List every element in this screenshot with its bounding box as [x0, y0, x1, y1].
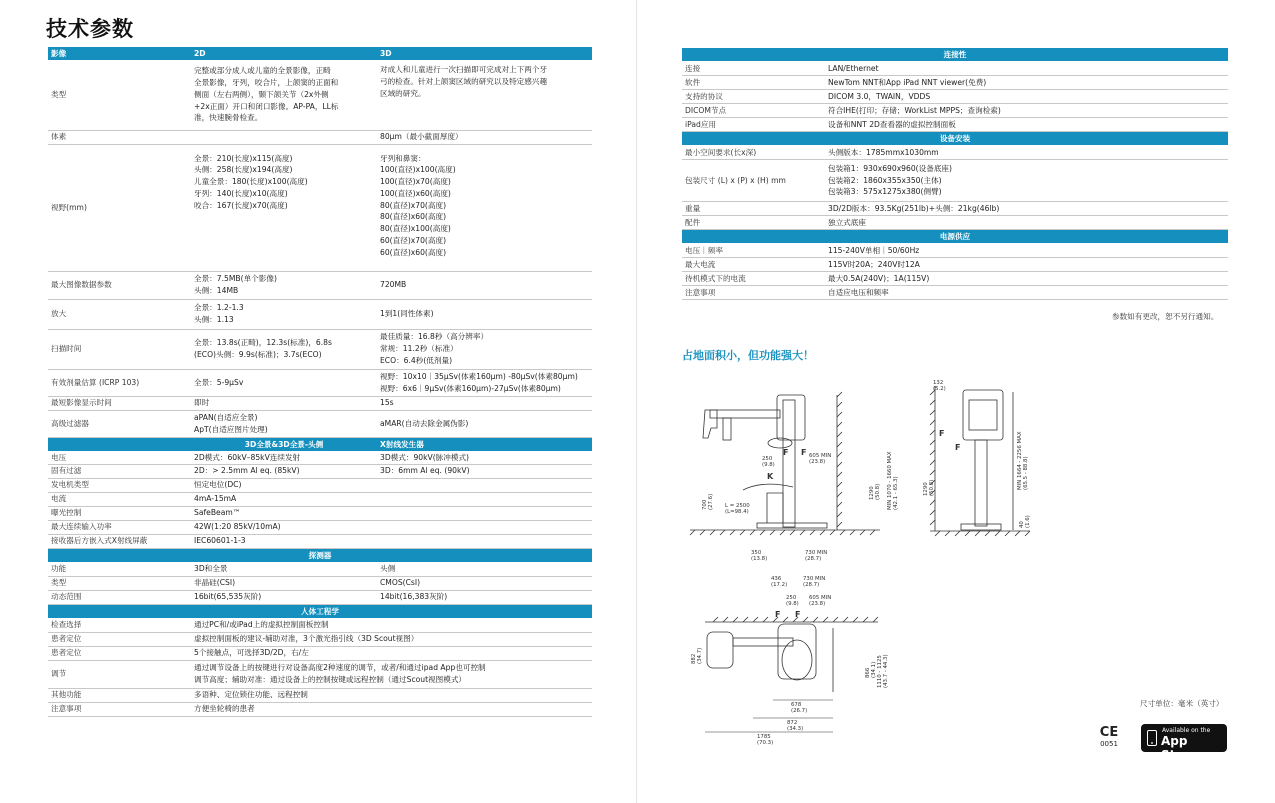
row-value: 自适应电压和频率: [825, 286, 1228, 300]
row-value: 多语种、定位锁住功能、远程控制: [191, 688, 592, 702]
dim-250: 250: [762, 456, 773, 462]
dim-1290-front-in: (50.8): [929, 479, 935, 496]
label-f: F: [801, 448, 807, 457]
table-row: [48, 144, 592, 271]
row-value: 3D/2D版本：93.5Kg(251lb)+头侧：21kg(46lb): [825, 202, 1228, 216]
table-row: [48, 130, 592, 144]
row-value: 115V时20A；240V时12A: [825, 258, 1228, 272]
table-row: [48, 60, 592, 130]
dim-1785-in: (70.3): [757, 740, 774, 746]
row-label: 发电机类型: [48, 478, 191, 492]
row-label: 接收器后方嵌入式X射线屏蔽: [48, 534, 191, 548]
appstore-big-text: App Store: [1161, 734, 1198, 762]
ergonomics-header: [48, 604, 592, 618]
row-label: 电压: [48, 451, 191, 464]
row-value: 设备和NNT 2D查看器的虚拟控制面板: [825, 118, 1228, 132]
dim-605: 605 MIN: [809, 453, 832, 459]
row-value-2d: 完整或部分成人或儿童的全景影像，正畸 全景影像，牙列，咬合片，上颌窦的正面和 侧面（左右两侧），颞下颌关节（2x外侧 +2x正面）开口和闭口影像。AP-PA，LL标 准，快速腕骨检查。: [191, 60, 377, 130]
table-row: [682, 104, 1228, 118]
row-value: 符合IHE(打印；存储；WorkList MPPS；查询检索): [825, 104, 1228, 118]
imaging-header: [48, 47, 592, 60]
row-label: 其他功能: [48, 688, 191, 702]
header-imaging: 影像: [48, 47, 191, 60]
dim-132: 132: [933, 380, 944, 386]
row-label: 配件: [682, 216, 825, 230]
row-value: 通过PC和/或iPad上的虚拟控制面板控制: [191, 618, 592, 632]
row-value: 4mA-15mA: [191, 492, 592, 506]
row-value: 5个接触点，可选择3D/2D，右/左: [191, 646, 592, 660]
row-label: 类型: [48, 60, 191, 130]
row-value-2d: 全景：13.8s(正畸)，12.3s(标准)，6.8s (ECO)头侧：9.9s(标准)；3.7s(ECO): [191, 329, 377, 369]
page-title: 技术参数: [46, 17, 134, 41]
table-row: [48, 646, 592, 660]
generator-header-title: X射线发生器: [377, 437, 592, 451]
table-row: [682, 258, 1228, 272]
table-row: [682, 146, 1228, 160]
dim-min-max-front-in: (65.5 - 88.8): [1023, 456, 1029, 490]
dim-1290-front: 1290: [923, 482, 929, 496]
row-label: 待机模式下的电流: [682, 272, 825, 286]
dim-866: 866: [865, 667, 871, 678]
row-label: iPad应用: [682, 118, 825, 132]
dim-40-in: (1.6): [1025, 515, 1031, 528]
table-row: [48, 299, 592, 329]
row-label: 支持的协议: [682, 90, 825, 104]
row-label: 高级过滤器: [48, 410, 191, 437]
row-label: 最大图像数据参数: [48, 271, 191, 299]
row-label: 重量: [682, 202, 825, 216]
row-label: 最大连续输入功率: [48, 520, 191, 534]
connectivity-header-title: 连接性: [682, 48, 1228, 62]
row-value-3d: 3D：6mm Al eq. (90kV): [377, 464, 592, 478]
table-row: [682, 272, 1228, 286]
section-subtitle: 占地面积小，但功能强大！: [682, 349, 814, 362]
table-row: [682, 202, 1228, 216]
table-row: [48, 534, 592, 548]
row-value-3d: 15s: [377, 396, 592, 410]
generator-header: [48, 437, 592, 451]
row-value: NewTom NNT和App iPad NNT viewer(免费): [825, 76, 1228, 90]
units-note: 尺寸单位：毫米（英寸）: [1140, 699, 1224, 708]
table-row: [48, 562, 592, 576]
label-f: F: [783, 448, 789, 457]
table-row: [48, 329, 592, 369]
row-value: 通过调节设备上的按键进行对设备高度2种速度的调节，或者/和通过ipad App也可控制 调节高度；辅助对准：通过设备上的控制按键或远程控制（通过Scout视图模式）: [191, 660, 592, 688]
dim-1290-in: (50.8): [875, 483, 881, 500]
dim-866-in: (34.1): [871, 661, 877, 678]
dim-436-in: (17.2): [771, 582, 788, 588]
dim-605-top: 605 MIN: [809, 595, 832, 601]
table-row: [48, 464, 592, 478]
dim-350: 350: [751, 550, 762, 556]
row-label: 检查选择: [48, 618, 191, 632]
row-value: DICOM 3.0，TWAIN，VDDS: [825, 90, 1228, 104]
row-label: 放大: [48, 299, 191, 329]
table-row: [48, 632, 592, 646]
row-value-3d: 1到1(同性体素): [377, 299, 592, 329]
row-label: 体素: [48, 130, 191, 144]
row-label: 有效剂量估算 (ICRP 103): [48, 369, 191, 396]
row-value-2d: 即时: [191, 396, 377, 410]
dim-730-in: (28.7): [805, 556, 822, 562]
header-3d: 3D: [377, 47, 592, 60]
label-f: F: [775, 610, 781, 619]
front-view-drawing: [925, 378, 1035, 538]
row-value-2d: 非晶硅(CSI): [191, 576, 377, 590]
row-value-2d: 全景：7.5MB(单个影像) 头侧：14MB: [191, 271, 377, 299]
dim-730-top: 730 MIN: [803, 576, 826, 582]
dim-L2500-in: (L=98.4): [725, 509, 749, 515]
generator-header-left: 3D全景&3D全景-头侧: [191, 437, 377, 451]
table-row: [682, 62, 1228, 76]
row-value: 恒定电位(DC): [191, 478, 592, 492]
row-value: LAN/Ethernet: [825, 62, 1228, 76]
row-value-3d: 最佳质量：16.8秒（高分辨率） 常规：11.2秒（标准） ECO：6.4秒(低剂量): [377, 329, 592, 369]
row-value-2d: 全景：210(长度)x115(高度) 头侧：258(长度)x194(高度) 儿童全景：180(长度)x100(高度) 牙列：140(长度)x10(高度) 咬合：167(长度)x70(高度): [191, 144, 377, 271]
label-f: F: [955, 443, 961, 452]
table-row: [48, 688, 592, 702]
row-label: 患者定位: [48, 632, 191, 646]
table-row: [682, 286, 1228, 300]
dim-605-in: (23.8): [809, 459, 826, 465]
row-label: 功能: [48, 562, 191, 576]
dim-436: 436: [771, 576, 782, 582]
imaging-table: [48, 47, 592, 717]
row-label: 扫描时间: [48, 329, 191, 369]
appstore-small-text: Available on the: [1162, 727, 1211, 734]
ce-mark-logo: [1098, 726, 1120, 748]
row-value: 115-240V单相｜50/60Hz: [825, 244, 1228, 258]
row-value-2d: 全景：5-9μSv: [191, 369, 377, 396]
left-page: [0, 0, 637, 803]
table-row: [48, 396, 592, 410]
row-value-3d: 3D模式：90kV(脉冲模式): [377, 451, 592, 464]
dim-1290: 1290: [869, 486, 875, 500]
row-value-3d: 对成人和儿童进行一次扫描即可完成对上下两个牙 弓的检查。针对上颌窦区域的研究以及特定感兴趣 区域的研究。: [377, 60, 592, 130]
row-label: 软件: [682, 76, 825, 90]
dim-1785: 1785: [757, 734, 771, 740]
dim-700: 700: [702, 499, 708, 510]
row-label: 最大电流: [682, 258, 825, 272]
row-value-3d: aMAR(自动去除金属伪影): [377, 410, 592, 437]
table-row: [48, 590, 592, 604]
table-row: [48, 492, 592, 506]
row-value: SafeBeam™: [191, 506, 592, 520]
row-label: 最短影像显示时间: [48, 396, 191, 410]
table-row: [48, 369, 592, 396]
table-row: [682, 160, 1228, 202]
table-row: [682, 76, 1228, 90]
table-row: [48, 478, 592, 492]
row-value: 最大0.5A(240V)；1A(115V): [825, 272, 1228, 286]
row-label: 患者定位: [48, 646, 191, 660]
table-row: [48, 410, 592, 437]
dim-1110: 1110 - 1125: [877, 655, 883, 688]
dim-605-top-in: (23.8): [809, 601, 826, 607]
ergonomics-header-title: 人体工程学: [48, 604, 592, 618]
dim-min-max-front: MIN 1664 - 2256 MAX: [1017, 431, 1023, 490]
table-row: [48, 576, 592, 590]
row-label: 电流: [48, 492, 191, 506]
ce-mark: CE: [1099, 725, 1119, 740]
row-value-3d: 头侧: [377, 562, 592, 576]
row-value-3d: 80μm（最小截面厚度）: [377, 130, 592, 144]
table-row: [48, 271, 592, 299]
dim-678-in: (26.7): [791, 708, 808, 714]
header-2d: 2D: [191, 47, 377, 60]
dim-1110-in: (43.7 - 44.3): [883, 654, 889, 688]
row-label: 最小空间要求(长x深): [682, 146, 825, 160]
installation-header: [682, 132, 1228, 146]
row-value-3d: 14bit(16,383灰阶): [377, 590, 592, 604]
app-store-badge[interactable]: [1141, 724, 1227, 762]
dim-730-top-in: (28.7): [803, 582, 820, 588]
label-f: F: [795, 610, 801, 619]
dim-872: 872: [787, 720, 798, 726]
row-value: 头侧版本：1785mmx1030mm: [825, 146, 1228, 160]
row-label: 类型: [48, 576, 191, 590]
row-value-3d: 视野：10x10｜35μSv(体素160μm) -80μSv(体素80μm) 视野：6x6｜9μSv(体素160μm)-27μSv(体素80μm): [377, 369, 592, 396]
row-value: 独立式底座: [825, 216, 1228, 230]
row-value-2d: 2D模式：60kV–85kV连续发射: [191, 451, 377, 464]
row-label: 注意事项: [682, 286, 825, 300]
row-value: 虚拟控制面板的建议-辅助对准，3个激光指引线（3D Scout视图）: [191, 632, 592, 646]
dim-min-max-in: (42.1 - 65.3): [893, 476, 899, 510]
row-label: 固有过滤: [48, 464, 191, 478]
row-label: 动态范围: [48, 590, 191, 604]
label-k: K: [767, 472, 774, 481]
table-row: [48, 506, 592, 520]
side-view-drawing: [685, 375, 899, 565]
row-label: 电压｜频率: [682, 244, 825, 258]
row-value-3d: CMOS(CsI): [377, 576, 592, 590]
row-value-2d: 全景：1.2-1.3 头侧：1.13: [191, 299, 377, 329]
dim-250-in: (9.8): [762, 462, 775, 468]
row-value-2d: [191, 130, 377, 144]
dim-872-in: (34.3): [787, 726, 804, 732]
connectivity-header: [682, 48, 1228, 62]
row-value: 包装箱1：930x690x960(设备底座) 包装箱2：1860x355x350(主体) 包装箱3：575x1275x380(侧臂): [825, 160, 1228, 202]
table-row: [682, 244, 1228, 258]
top-view-drawing: [683, 572, 889, 747]
row-label: 调节: [48, 660, 191, 688]
label-f: F: [939, 429, 945, 438]
row-label: 视野(mm): [48, 144, 191, 271]
dim-882: 882: [691, 653, 697, 664]
power-header: [682, 230, 1228, 244]
dim-730: 730 MIN: [805, 550, 828, 556]
table-row: [682, 216, 1228, 230]
dim-250-top: 250: [786, 595, 797, 601]
row-value: IEC60601-1-3: [191, 534, 592, 548]
row-label: 包装尺寸 (L) x (P) x (H) mm: [682, 160, 825, 202]
table-row: [682, 118, 1228, 132]
row-label: DICOM节点: [682, 104, 825, 118]
dim-700-in: (27.6): [708, 493, 714, 510]
table-row: [48, 618, 592, 632]
row-value-2d: 3D和全景: [191, 562, 377, 576]
row-value-3d: 720MB: [377, 271, 592, 299]
table-row: [682, 90, 1228, 104]
dim-L2500: L = 2500: [725, 503, 750, 509]
ce-number: 0051: [1100, 740, 1118, 748]
dim-250-top-in: (9.8): [786, 601, 799, 607]
row-value-2d: 2D：> 2.5mm Al eq. (85kV): [191, 464, 377, 478]
installation-header-title: 设备安装: [682, 132, 1228, 146]
row-value-3d: 牙列和鼻窦： 100(直径)x100(高度) 100(直径)x70(高度) 100(直径)x60(高度) 80(直径)x70(高度) 80(直径)x60(高度) 80(直径)x100(高度) 60(直径)x70(高度) 60(直径)x60(高度): [377, 144, 592, 271]
dim-678: 678: [791, 702, 802, 708]
row-label: 连接: [682, 62, 825, 76]
dim-882-in: (34.7): [697, 647, 703, 664]
specs-table-right: [682, 48, 1228, 300]
row-value: 方便坐轮椅的患者: [191, 702, 592, 716]
dim-min-max: MIN 1070 - 1660 MAX: [887, 451, 893, 510]
table-row: [48, 660, 592, 688]
power-header-title: 电源供应: [682, 230, 1228, 244]
row-label: 曝光控制: [48, 506, 191, 520]
table-row: [48, 702, 592, 716]
dim-132-in: (5.2): [933, 386, 946, 392]
table-row: [48, 451, 592, 464]
detector-header-title: 探测器: [48, 548, 592, 562]
disclaimer: 参数如有更改，恕不另行通知。: [1112, 312, 1219, 321]
row-value: 42W(1:20 85kV/10mA): [191, 520, 592, 534]
dim-350-in: (13.8): [751, 556, 768, 562]
row-value-2d: 16bit(65,535灰阶): [191, 590, 377, 604]
table-row: [48, 520, 592, 534]
phone-icon: [1147, 730, 1157, 746]
dim-40: 40: [1019, 521, 1025, 528]
row-value-2d: aPAN(自适应全景) ApT(自适应图片处理): [191, 410, 377, 437]
detector-header: [48, 548, 592, 562]
row-label: 注意事项: [48, 702, 191, 716]
